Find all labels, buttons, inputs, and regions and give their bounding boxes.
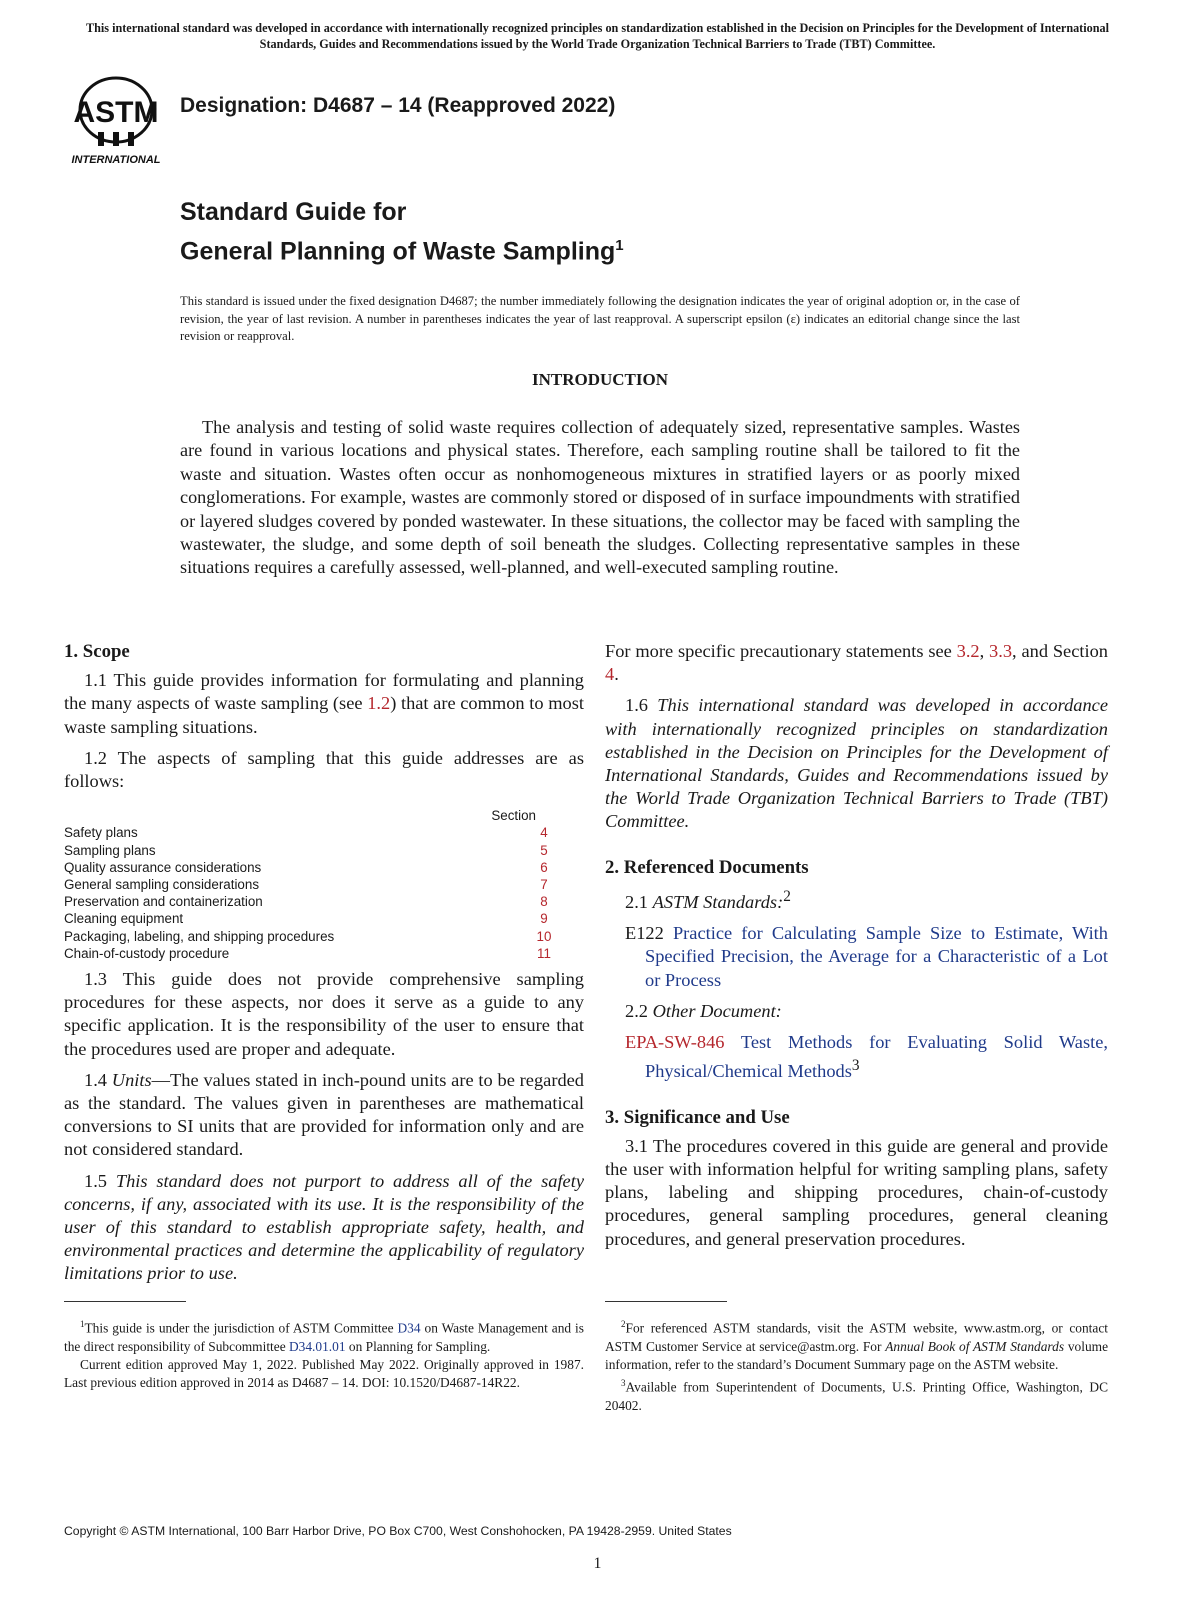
- astm-logo-icon: [62, 70, 170, 166]
- paragraph-1-1: 1.1 This guide provides information for formulating and planning the many aspects of waste sampling (see 1.2) that are common to most waste sampling situations.: [64, 670, 584, 737]
- list-item: Sampling plans 5: [64, 842, 584, 859]
- list-item: Preservation and containerization 8: [64, 893, 584, 910]
- reference-e122: E122 Practice for Calculating Sample Size to Estimate, With Specified Precision, the Average for a Characteristic of a Lot or Process: [625, 923, 1108, 990]
- epa-code-link[interactable]: EPA-SW-846: [625, 1031, 725, 1052]
- d34-01-01-link[interactable]: D34.01.01: [289, 1338, 346, 1354]
- paragraph-1-5-continued: For more specific precautionary statements see 3.2, 3.3, and Section 4.: [605, 641, 1108, 685]
- list-item: Safety plans 4: [64, 824, 584, 841]
- title-footnote-mark[interactable]: 1: [615, 237, 624, 254]
- designation: Designation: D4687 – 14 (Reapproved 2022): [180, 94, 616, 117]
- paragraph-1-5: 1.5 This standard does not purport to address all of the safety concerns, if any, associated with its use. It is the responsibility of the user of this standard to establish appropriate safety, health, and environmental practices and determine the applicability of regulatory limitations prior to use.: [64, 1170, 584, 1284]
- document-title: [180, 196, 624, 268]
- paragraph-3-1: 3.1 The procedures covered in this guide are general and provide the user with information helpful for writing sampling plans, safety plans, labeling and shipping procedures, chain-of-custody procedures, general sampling procedures, general cleaning procedures, and general preservation procedures.: [605, 1135, 1108, 1249]
- aspects-table-header: Section: [491, 808, 536, 824]
- d34-link[interactable]: D34: [397, 1320, 421, 1336]
- list-item: Packaging, labeling, and shipping procedures 10: [64, 928, 584, 945]
- link-3-2[interactable]: 3.2: [956, 641, 980, 661]
- page-number: 1: [593, 1555, 602, 1572]
- e122-link[interactable]: Practice for Calculating Sample Size to Estimate, With Specified Precision, the Average for a Characteristic of a Lot or Process: [645, 923, 1108, 990]
- link-3-3[interactable]: 3.3: [989, 641, 1013, 661]
- paragraph-2-1: 2.1 ASTM Standards:$^2$: [625, 887, 791, 912]
- section-link[interactable]: 5: [540, 842, 548, 858]
- section-link[interactable]: 6: [540, 859, 548, 875]
- title-line-1: Standard Guide for: [180, 198, 407, 226]
- list-item: General sampling considerations 7: [64, 876, 584, 893]
- list-item: Cleaning equipment 9: [64, 910, 584, 927]
- copyright: Copyright © ASTM International, 100 Barr Harbor Drive, PO Box C700, West Conshohocken, PA 19428-2959. United States: [64, 1524, 732, 1538]
- paragraph-1-3: 1.3 This guide does not provide comprehensive sampling procedures for these aspects, nor does it serve as a guide to any specific application. It is the responsibility of the user to ensure that the procedures used are proper and adequate.: [64, 969, 584, 1059]
- introduction-text: The analysis and testing of solid waste requires collection of adequately sized, representative samples. Wastes are found in various locations and physical states. Therefore, each sampling routine shall be tailored to fit the waste and situation. Wastes often occur as nonhomogeneous mixtures in stratified layers or as poorly mixed conglomerations. For example, wastes are commonly stored or disposed of in surface impoundments with stratified or layered sludges covered by ponded wastewater. In these situations, the collector may be faced with sampling the wastewater, the sludge, and some depth of soil beneath the sludges. Collecting representative samples in these situations requires a carefully assessed, well-planned, and well-executed sampling routine.: [180, 417, 1020, 578]
- section-link[interactable]: 10: [536, 928, 552, 944]
- footnote-1: $^1$This guide is under the jurisdiction of ASTM Committee D34 on Waste Management and is the direct responsibility of Subcommittee D34.01.01 on Planning for Sampling. Current edition approved May 1, 2022. Published May 2022. Originally approved in 1987. Last previous edition approved in 2014 as D4687 – 14. DOI: 10.1520/D4687-14R22.: [64, 1319, 584, 1391]
- title-line-2: General Planning of Waste Sampling$^1$: [180, 237, 624, 266]
- section-link[interactable]: 11: [537, 945, 551, 961]
- referenced-documents-heading: 2. Referenced Documents: [605, 856, 809, 878]
- aspects-table: [64, 807, 584, 962]
- footnote-mark-2[interactable]: 2: [783, 887, 791, 905]
- section-link[interactable]: 9: [540, 911, 548, 927]
- footnotes-2-3: $^2$For referenced ASTM standards, visit the ASTM website, www.astm.org, or contact ASTM Customer Service at service@astm.org. For Annual Book of ASTM Standards volume information, refer to the standard’s Document Summary page on the ASTM website. $^3$Available from Superintendent of Documents, U.S. Printing Office, Washington, DC 20402.: [605, 1319, 1109, 1414]
- right-column: [605, 640, 1108, 1259]
- left-column: [64, 640, 584, 1294]
- footnote-rule-left: [64, 1301, 186, 1302]
- list-item: Chain-of-custody procedure 11: [64, 945, 584, 962]
- issued-note: This standard is issued under the fixed designation D4687; the number immediately following the designation indicates the year of original adoption or, in the case of revision, the year of last revision. A number in parentheses indicates the year of last reapproval. A superscript epsilon (ε) indicates an editorial change since the last revision or reapproval.: [180, 294, 1020, 343]
- paragraph-1-6: 1.6 This international standard was developed in accordance with internationally recognized principles on standardization established in the Decision on Principles for the Development of International Standards, Guides and Recommendations issued by the World Trade Organization Technical Barriers to Trade (TBT) Committee.: [605, 695, 1108, 832]
- paragraph-1-4: 1.4 Units—The values stated in inch-pound units are to be regarded as the standard. The values given in parentheses are mathematical conversions to SI units that are provided for information only and are not considered standard.: [64, 1069, 584, 1160]
- section-link[interactable]: 7: [540, 877, 548, 893]
- wto-notice: This international standard was developed in accordance with internationally recognized principles on standardization established in the Decision on Principles for the Development of International Standards, Guides and Recommendations issued by the World Trade Organization Technical Barriers to Trade (TBT) Committee.: [86, 21, 1109, 51]
- paragraph-1-2: 1.2 The aspects of sampling that this guide addresses are as follows:: [64, 747, 584, 792]
- list-item: Quality assurance considerations 6: [64, 859, 584, 876]
- introduction-heading: INTRODUCTION: [531, 370, 669, 389]
- footnote-mark-3[interactable]: 3: [851, 1057, 860, 1075]
- link-1-2[interactable]: 1.2: [367, 693, 391, 714]
- logo-subtext: INTERNATIONAL: [71, 154, 161, 166]
- logo-text: ASTM: [73, 96, 159, 129]
- epa-title-link[interactable]: Test Methods for Evaluating Solid Waste, Physical/Chemical Methods: [645, 1031, 1108, 1082]
- significance-heading: 3. Significance and Use: [605, 1106, 790, 1128]
- link-section-4[interactable]: 4: [605, 664, 615, 685]
- section-link[interactable]: 8: [540, 894, 548, 910]
- reference-epa: [605, 1031, 1108, 1084]
- paragraph-2-2: 2.2 Other Document:: [625, 1000, 782, 1021]
- footnote-rule-right: [605, 1301, 727, 1302]
- scope-heading: 1. Scope: [64, 641, 130, 662]
- section-link[interactable]: 4: [540, 825, 548, 841]
